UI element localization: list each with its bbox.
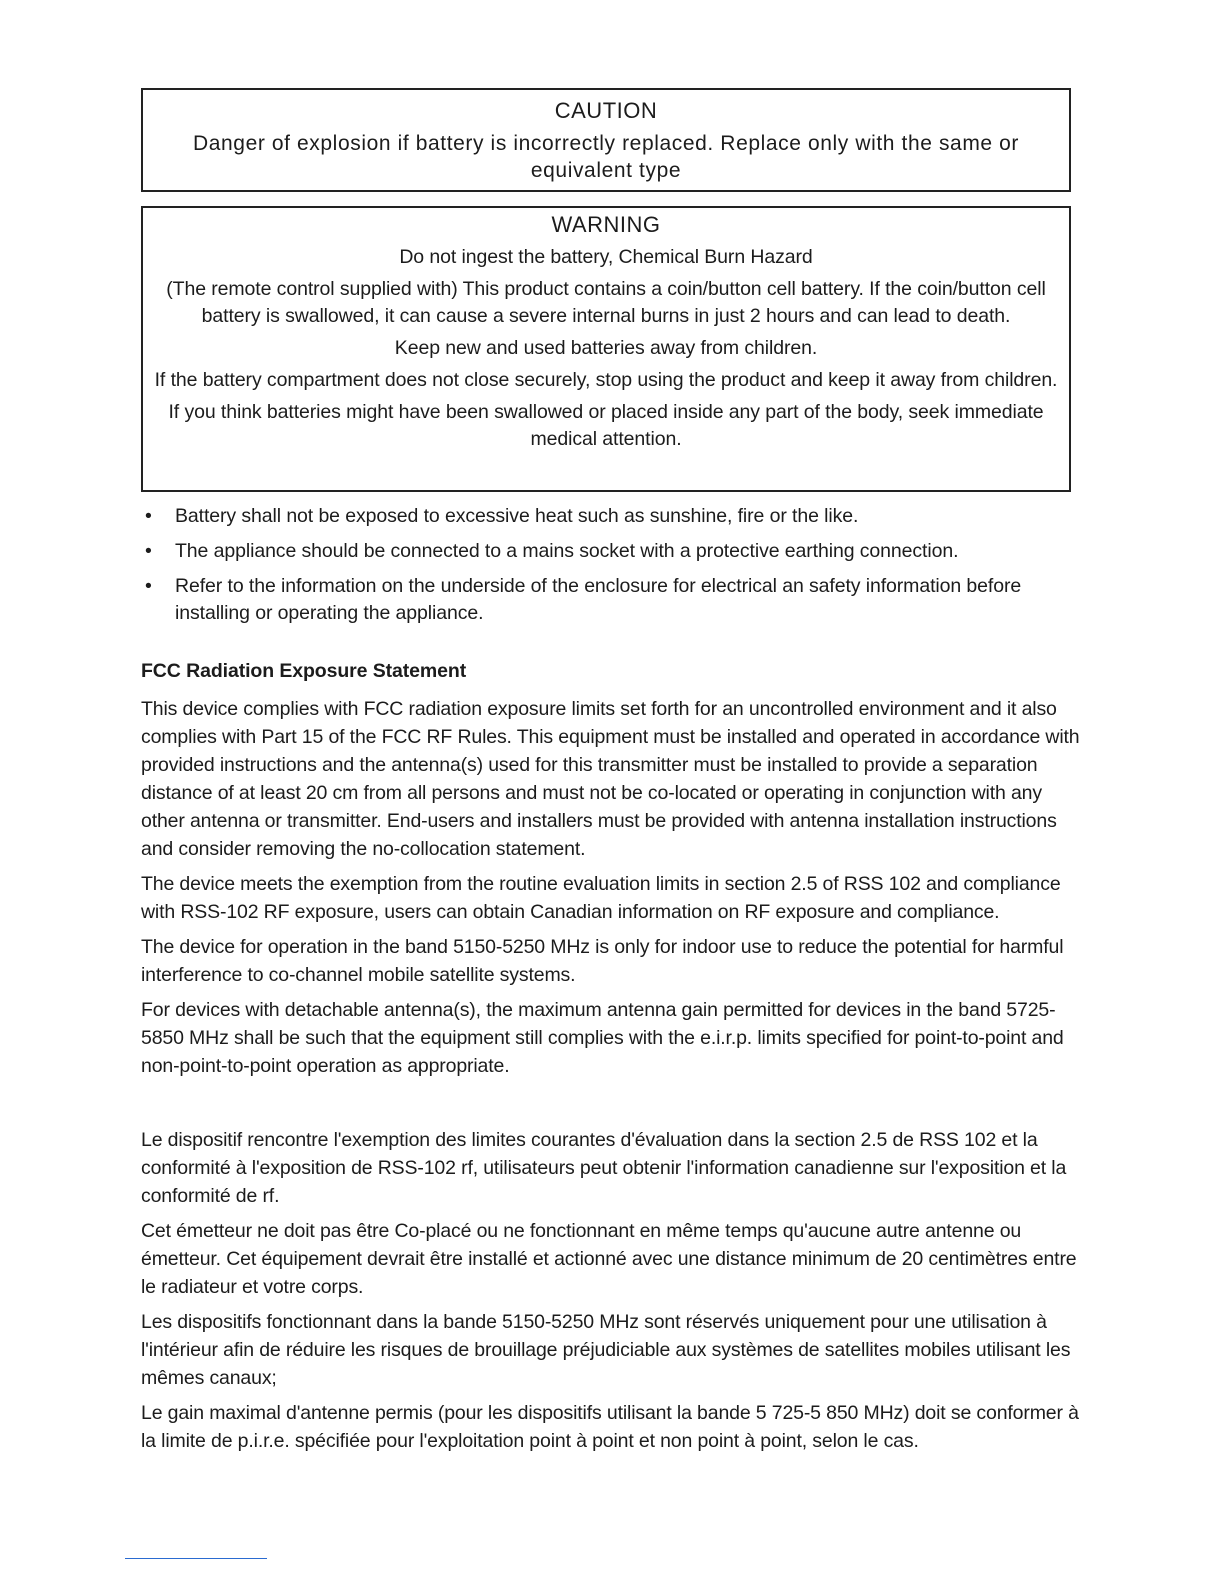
french-paragraphs <box>141 1126 1081 1462</box>
warning-line: Keep new and used batteries away from children. <box>394 337 818 359</box>
bullet-text: Refer to the information on the underside of the enclosure for electrical an safety information before installing or operating the appliance. <box>175 575 1022 624</box>
footer-divider <box>125 1558 267 1559</box>
paragraph: Le dispositif rencontre l'exemption des limites courantes d'évaluation dans la section 2.5 de RSS 102 et la conformité à l'exposition de RSS-102 rf, utilisateurs peut obtenir l'information canadienne sur l'exposition et la conformité de rf. <box>141 1129 1067 1207</box>
bullet-text: The appliance should be connected to a mains socket with a protective earthing connection. <box>175 540 959 562</box>
paragraph: The device meets the exemption from the routine evaluation limits in section 2.5 of RSS 102 and compliance with RSS-102 RF exposure, users can obtain Canadian information on RF exposure and compliance. <box>141 873 1061 923</box>
warning-title: WARNING <box>551 212 661 237</box>
caution-title: CAUTION <box>554 98 658 123</box>
warning-line: (The remote control supplied with) This product contains a coin/button cell battery. If the coin/button cell battery is swallowed, it can cause a severe internal burns in just 2 hours and can lead to death. <box>166 278 1046 327</box>
paragraph: Cet émetteur ne doit pas être Co-placé ou ne fonctionnant en même temps qu'aucune autre antenne ou émetteur. Cet équipement devrait être installé et actionné avec une distance minimum de 20 centimètres entre le radiateur et votre corps. <box>141 1220 1077 1298</box>
list-item <box>141 538 1081 565</box>
paragraph: For devices with detachable antenna(s), the maximum antenna gain permitted for devices in the band 5725-5850 MHz shall be such that the equipment still complies with the e.i.r.p. limits specified for point-to-point and non-point-to-point operation as appropriate. <box>141 999 1064 1077</box>
safety-bullet-list <box>141 503 1081 635</box>
fcc-paragraphs <box>141 695 1081 1087</box>
paragraph: Les dispositifs fonctionnant dans la bande 5150-5250 MHz sont réservés uniquement pour une utilisation à l'intérieur afin de réduire les risques de brouillage préjudiciable aux systèmes de satellites mobiles utilisant les mêmes canaux; <box>141 1311 1071 1389</box>
list-item <box>141 573 1081 627</box>
bullet-icon: • <box>145 575 152 597</box>
bullet-text: Battery shall not be exposed to excessive heat such as sunshine, fire or the like. <box>175 505 859 527</box>
fcc-section-title: FCC Radiation Exposure Statement <box>141 660 467 682</box>
caution-box <box>141 88 1071 192</box>
warning-line: If the battery compartment does not close securely, stop using the product and keep it away from children. <box>154 369 1058 391</box>
paragraph: Le gain maximal d'antenne permis (pour les dispositifs utilisant la bande 5 725-5 850 MHz) doit se conformer à la limite de p.i.r.e. spécifiée pour l'exploitation point à point et non point à point, selon le cas. <box>141 1402 1079 1452</box>
bullet-icon: • <box>145 540 152 562</box>
warning-line: Do not ingest the battery, Chemical Burn Hazard <box>399 246 813 268</box>
warning-box <box>141 206 1071 492</box>
list-item <box>141 503 1081 530</box>
warning-line: If you think batteries might have been swallowed or placed inside any part of the body, seek immediate medical attention. <box>168 401 1044 450</box>
bullet-icon: • <box>145 505 152 527</box>
paragraph: The device for operation in the band 5150-5250 MHz is only for indoor use to reduce the potential for harmful interference to co-channel mobile satellite systems. <box>141 936 1064 986</box>
paragraph: This device complies with FCC radiation exposure limits set forth for an uncontrolled environment and it also complies with Part 15 of the FCC RF Rules. This equipment must be installed and operated in accordance with provided instructions and the antenna(s) used for this transmitter must be installed to provide a separation distance of at least 20 cm from all persons and must not be co-located or operating in conjunction with any other antenna or transmitter. End-users and installers must be provided with antenna installation instructions and consider removing the no-collocation statement. <box>141 698 1080 860</box>
caution-text: Danger of explosion if battery is incorrectly replaced. Replace only with the same or equivalent type <box>192 132 1020 182</box>
